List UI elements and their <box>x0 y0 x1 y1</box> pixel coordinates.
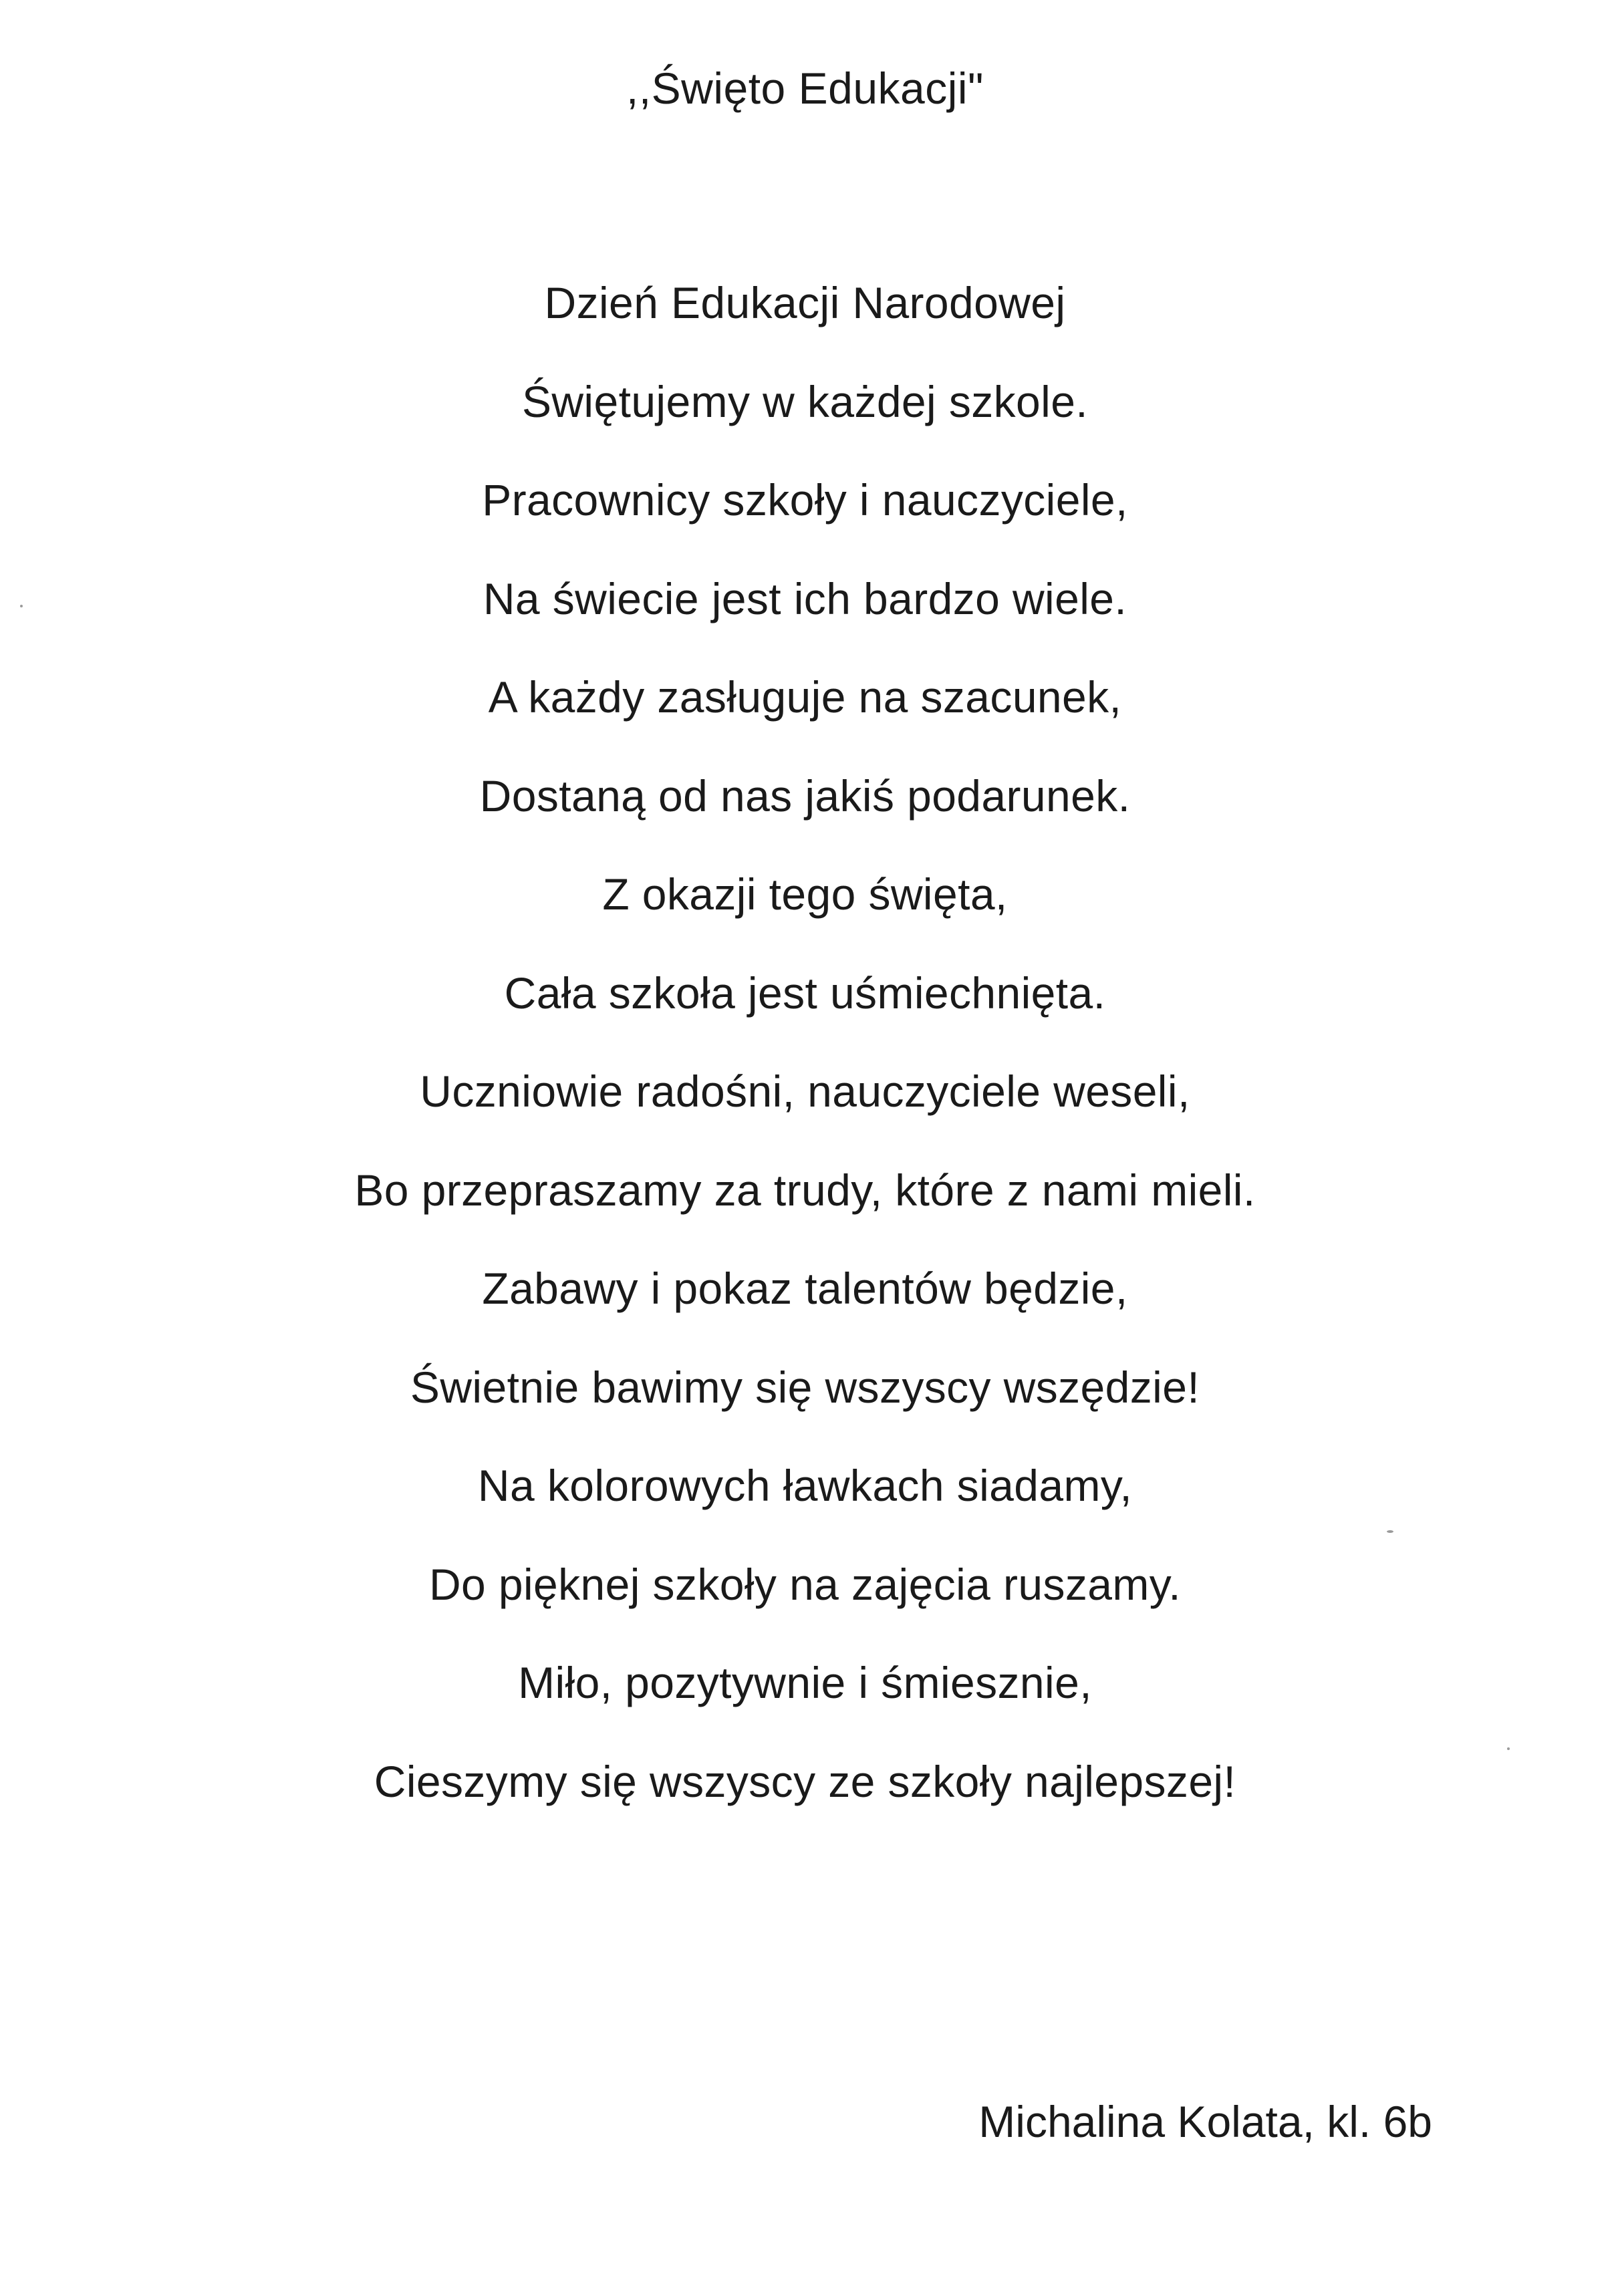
poem-verse: Na kolorowych ławkach siadamy, <box>477 1461 1133 1510</box>
poem-verse: A każdy zasługuje na szacunek, <box>488 672 1122 722</box>
poem-verse: Cała szkoła jest uśmiechnięta. <box>504 968 1106 1018</box>
poem-verse: Cieszymy się wszyscy ze szkoły najlepszej! <box>374 1756 1236 1806</box>
poem-verse: Świętujemy w każdej szkole. <box>521 376 1089 426</box>
scan-speck <box>1387 1530 1393 1533</box>
scan-speck <box>20 605 23 607</box>
author-signature: Michalina Kolata, kl. 6b <box>978 2097 1432 2146</box>
poem-verse: Do pięknej szkoły na zajęcia ruszamy. <box>428 1559 1182 1609</box>
poem-body <box>0 266 1610 1843</box>
poem-verse: Miło, pozytywnie i śmiesznie, <box>518 1658 1092 1707</box>
poem-title: ,,Święto Edukacji" <box>626 63 984 113</box>
poem-verse: Z okazji tego święta, <box>602 869 1008 919</box>
poem-verse: Dzień Edukacji Narodowej <box>544 278 1066 327</box>
poem-verse: Uczniowie radośni, nauczyciele weseli, <box>420 1066 1190 1116</box>
poem-verse: Świetnie bawimy się wszyscy wszędzie! <box>410 1362 1200 1412</box>
poem-verse: Pracownicy szkoły i nauczyciele, <box>482 475 1128 525</box>
poem-verse: Zabawy i pokaz talentów będzie, <box>482 1264 1128 1313</box>
poem-verse: Na świecie jest ich bardzo wiele. <box>483 573 1127 623</box>
scan-speck <box>1507 1747 1510 1750</box>
poem-verse: Dostaną od nas jakiś podarunek. <box>479 770 1131 821</box>
poem-verse: Bo przepraszamy za trudy, które z nami mieli. <box>354 1165 1256 1215</box>
